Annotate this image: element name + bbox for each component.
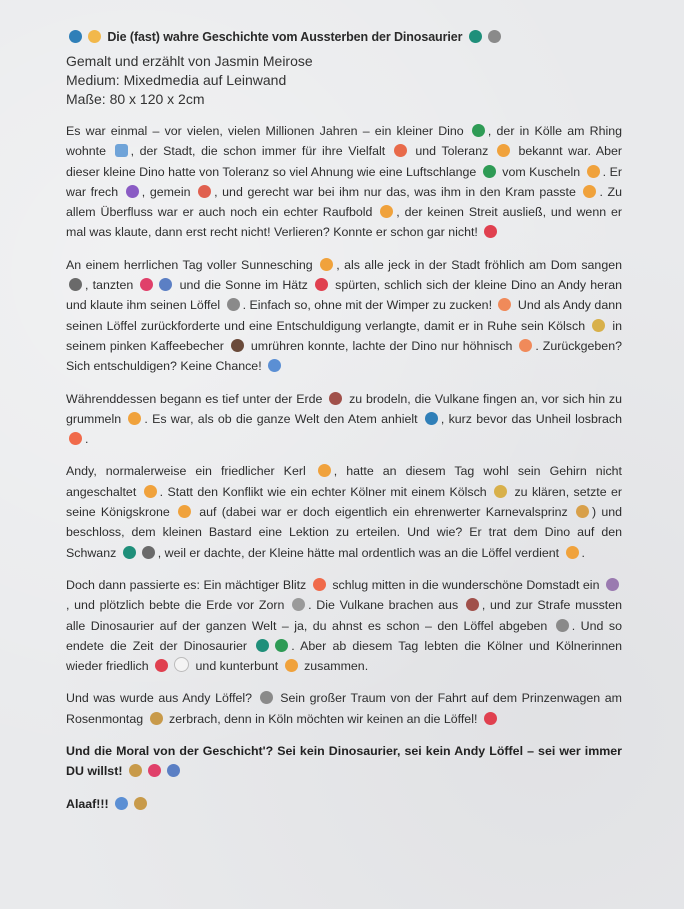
paragraph-text: zusammen. [300,659,369,674]
sauropod-icon [256,639,269,652]
paragraph-text: , und zur Strafe mussten alle Dinosaurier auf der ganzen Welt – ja, du ahnst es schon – den Löffel abgeben [66,598,623,633]
t-rex-icon [275,639,288,652]
prince-icon [576,505,589,518]
paragraph-text: . Statt den Konflikt wie ein echter Kölner mit einem Kölsch [159,484,492,499]
paragraph-text: . Die Vulkane brachen aus [308,598,463,613]
paragraph-text: in seinem pinken Kaffeebecher [66,318,623,353]
wrestlers-icon [380,205,393,218]
paragraph-text: , und gerecht war bei ihm nur das, was ihm in den Kram passte [214,184,581,199]
dancer-icon [148,764,161,777]
paragraph-text: Es war einmal – vor vielen, vielen Millionen Jahren – ein kleiner Dino [66,124,469,138]
paragraph-text: Währenddessen begann es tief unter der Erde [66,391,327,406]
story-paragraph [66,461,622,562]
document-title [66,30,622,44]
paragraph-text: zu klären, setzte er seine Königskrone [66,484,623,520]
clinking-glasses-icon [592,319,605,332]
smiling-imp-icon [126,185,139,198]
volcano-icon [466,598,479,611]
earth-icon [69,30,82,43]
story-body [66,121,622,814]
prohibited-icon [484,712,497,725]
smirk-face-icon [583,185,596,198]
story-paragraph [66,255,622,377]
medium-line: Medium: Mixedmedia auf Leinwand [66,72,287,88]
person-gesturing-no-icon [268,359,281,372]
paragraph-text: . Einfach so, ohne mit der Wimper zu zucken! [242,298,496,313]
performing-arts-icon [115,797,128,810]
streamer-icon [483,165,496,178]
man-dancing-icon [167,764,180,777]
paragraph-text: , gemein [141,184,196,199]
sauropod-icon [123,546,136,559]
halo-face-icon [318,464,331,477]
tongue-face-icon [519,339,532,352]
paragraph-text: schlug mitten in die wunderschöne Domstadt ein [328,577,603,592]
paragraph-text: Und als Andy dann seinen Löffel zurückforderte und eine Entschuldigung verlangte, damit er in Ruhe sein Kölsch [66,298,622,333]
paragraph-text: . Und so endete die Zeit der Dinosaurier [66,618,622,653]
prohibited-icon [484,225,497,238]
paragraph-text: . [85,432,89,447]
paragraph-text: An einem herrlichen Tag voller Sunnesching [66,257,318,272]
fork-knife-icon [227,298,240,311]
paragraph-text: und die Sonne im Hätz [175,278,313,293]
beer-icon [494,485,507,498]
flushed-face-icon [498,298,511,311]
paragraph-text: Alaaf!!! [66,796,113,811]
story-paragraph [66,575,622,676]
paragraph-text: spürten, schlich sich der kleine Dino an Andy heran und klaute ihm seinen Löffel [66,278,622,313]
document-page [66,30,622,826]
paragraph-text: Sein großer Traum von der Fahrt auf dem Prinzenwagen am Rosenmontag [66,691,622,726]
title-text: Die (fast) wahre Geschichte vom Aussterben der Dinosaurier [107,30,463,44]
face-with-bandage-icon [566,546,579,559]
party-popper-icon [129,764,142,777]
earth-icon [425,412,438,425]
t-rex-icon [472,124,485,137]
paragraph-text: , weil er dachte, der Kleine hätte mal ordentlich was an die Löffel verdient [157,545,563,560]
party-popper-icon [150,712,163,725]
paragraph-text: auf (dabei war er doch eigentlich ein ehrenwerter Karnevalsprinz [194,505,573,520]
paragraph-text: Und die Moral von der Geschicht'? Sei kein Dinosaurier, sei kein Andy Löffel – sei wer immer DU willst! [66,744,622,779]
musical-notes-icon [69,278,82,291]
paragraph-text: , der in Kölle am Rhing wohnte [66,124,622,159]
paragraph-text: Andy, normalerweise ein friedlicher Kerl [66,464,315,479]
artwork-meta [66,52,622,109]
handshake-icon [497,144,510,157]
paragraph-text: vom Kuscheln [498,164,584,179]
paragraph-text: zu brodeln, die Vulkane fingen an, vor sich hin zu grummeln [66,391,622,426]
man-dancing-icon [159,278,172,291]
rainbow-icon [394,144,407,157]
paragraph-text: . Zurückgeben? Sich entschuldigen? Keine Chance! [66,338,622,374]
paragraph-text: . Es war, als ob die ganze Welt den Atem anhielt [144,411,422,426]
lightning-icon [69,432,82,445]
paragraph-text: bekannt war. Aber dieser kleine Dino hatte von Toleranz so viel Ahnung wie eine Luftschlange [66,144,622,179]
angry-face-icon [198,185,211,198]
victory-hand-icon [285,659,298,672]
dazed-face-icon [144,485,157,498]
paragraph-text: . Er war frech [66,164,622,199]
paragraph-text: zerbrach, denn in Köln möchten wir keinen an die Löffel! [165,711,481,726]
author-line: Gemalt und erzählt von Jasmin Meirose [66,53,313,69]
paragraph-text: Und was wurde aus Andy Löffel? [66,691,257,706]
paragraph-text: und kunterbunt [192,659,282,674]
story-paragraph [66,389,622,450]
crown-icon [178,505,191,518]
spoon-icon [488,30,501,43]
grumpy-face-icon [128,412,141,425]
paragraph-text: umrühren konnte, lachte der Dino nur höhnisch [246,338,517,353]
paragraph-text: . Zu allem Überfluss war er auch noch ein echter Raufbold [66,184,622,220]
sun-icon [320,258,333,271]
coffee-icon [231,339,244,352]
paragraph-text: , kurz bevor das Unheil losbrach [440,411,622,426]
person-walking-icon [142,546,155,559]
story-paragraph [66,741,622,782]
paragraph-text: . Aber ab diesem Tag lebten die Kölner und Kölnerinnen wieder friedlich [66,638,622,674]
spoon-icon [260,691,273,704]
paragraph-text: . [581,545,585,560]
story-paragraph [66,688,622,729]
volcano-icon [329,392,342,405]
paragraph-text: , tanzten [85,278,138,293]
sauropod-icon [469,30,482,43]
story-paragraph [66,794,622,814]
dancer-icon [140,278,153,291]
paragraph-text: , als alle jeck in der Stadt fröhlich am Dom sangen [336,257,622,272]
story-paragraph [66,121,622,243]
white-heart-icon [174,657,189,672]
tornado-icon [292,598,305,611]
hugging-face-icon [587,165,600,178]
paragraph-text: , und plötzlich bebte die Erde vor Zorn [66,598,290,613]
red-heart-icon [155,659,168,672]
party-popper-icon [134,797,147,810]
paragraph-text: Doch dann passierte es: Ein mächtiger Blitz [66,577,310,592]
spoon-icon [556,619,569,632]
paragraph-text: , der keinen Streit ausließ, und wenn er mal was klaute, dann erst recht nicht! Verlieren? Konnte er schon gar nicht! [66,205,623,240]
cityscape-icon [115,144,128,157]
sparkles-icon [88,30,101,43]
lightning-icon [313,578,326,591]
heart-icon [315,278,328,291]
paragraph-text: , hatte an diesem Tag wohl sein Gehirn nicht angeschaltet [66,464,622,499]
castle-icon [606,578,619,591]
paragraph-text: , der Stadt, die schon immer für ihre Vielfalt [130,144,391,159]
size-line: Maße: 80 x 120 x 2cm [66,91,205,107]
paragraph-text: ) und beschloss, dem kleinen Bastard eine Lektion zu erteilen. Und wie? Er trat dem Dino auf den Schwanz [66,505,622,560]
paragraph-text: und Toleranz [409,144,494,159]
